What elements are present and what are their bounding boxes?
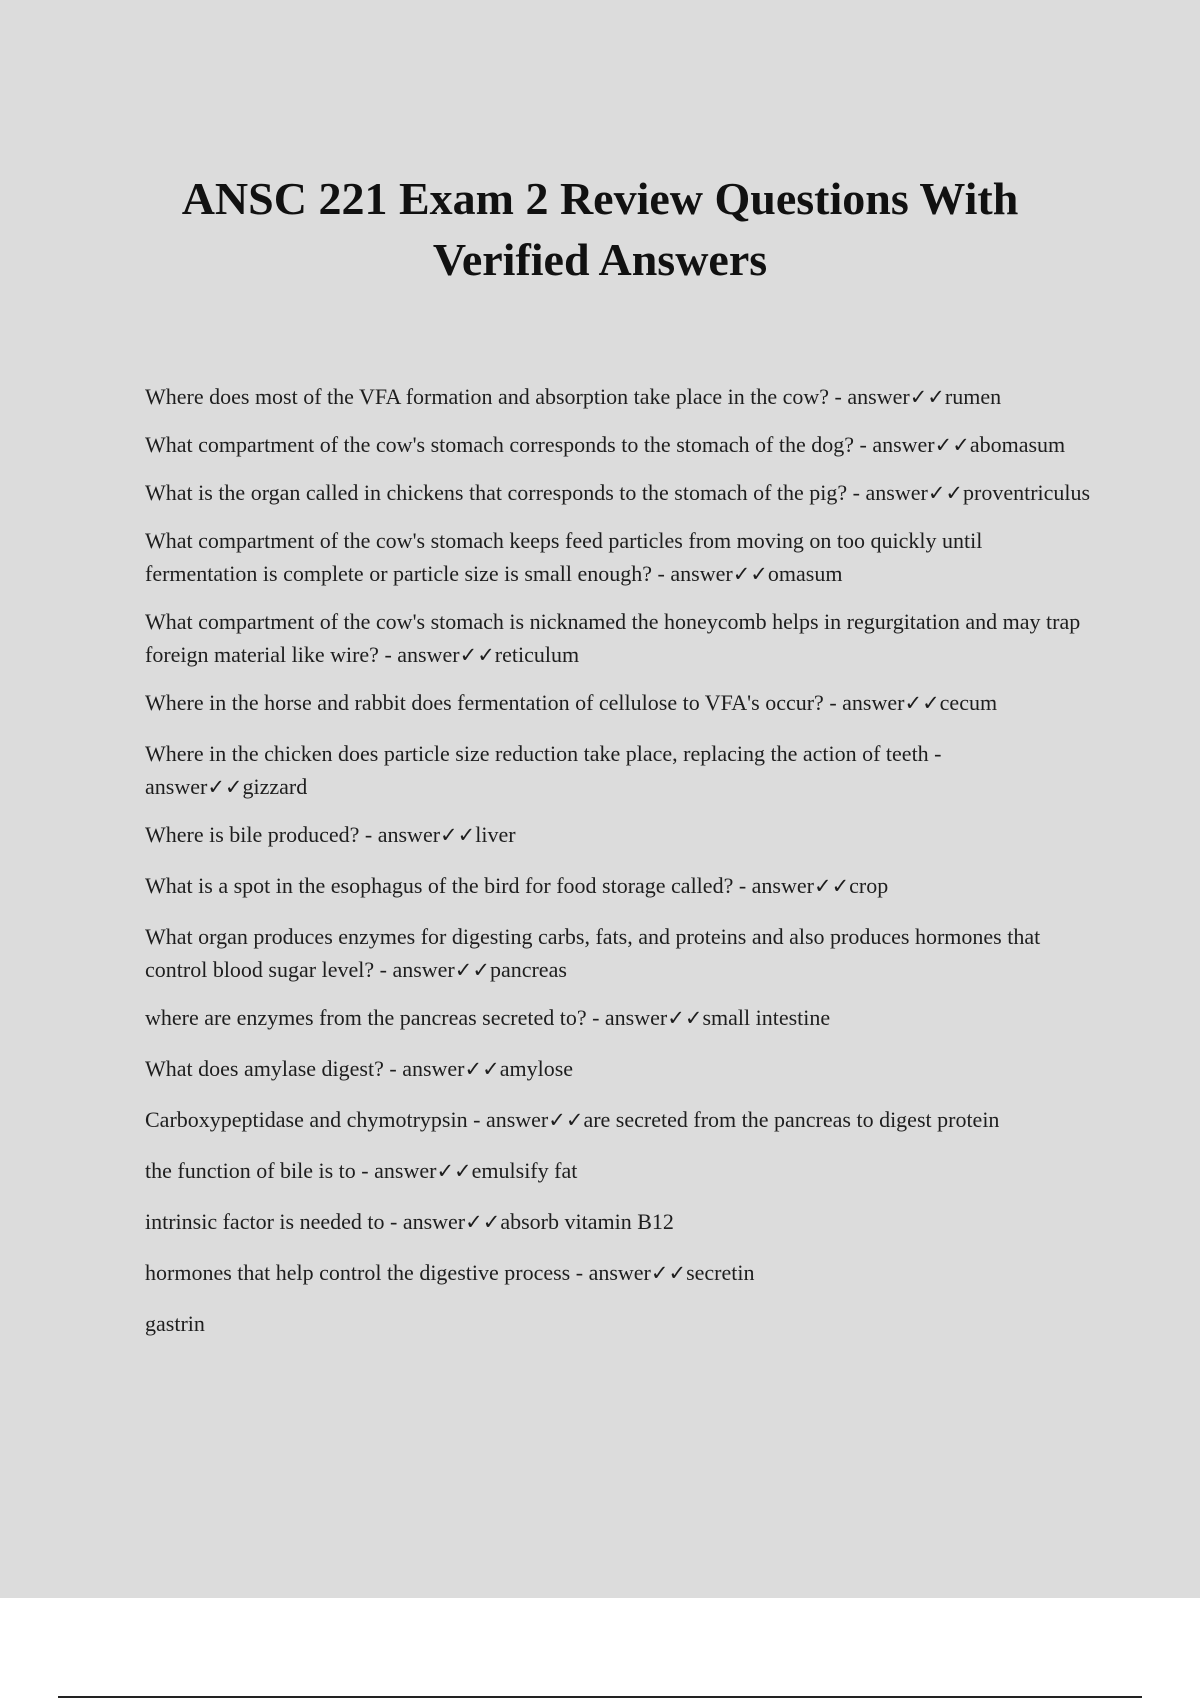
- check-icon: ✓✓: [813, 874, 850, 898]
- answer-prefix: answer: [402, 1056, 465, 1081]
- qa-item: [145, 737, 1095, 804]
- question-text: Carboxypeptidase and chymotrypsin -: [145, 1107, 486, 1132]
- question-text: where are enzymes from the pancreas secreted to? -: [145, 1005, 605, 1030]
- check-icon: ✓✓: [732, 562, 768, 586]
- question-text: Where does most of the VFA formation and absorption take place in the cow? -: [145, 384, 848, 409]
- check-icon: ✓✓: [207, 775, 243, 799]
- check-icon: ✓✓: [440, 823, 476, 847]
- check-icon: ✓✓: [436, 1159, 472, 1183]
- answer-text: emulsify fat: [471, 1158, 578, 1183]
- check-icon: ✓✓: [548, 1108, 584, 1132]
- answer-text: crop: [849, 873, 889, 898]
- question-text: What organ produces enzymes for digesting carbs, fats, and proteins and also produces hormones that control blood sugar level? -: [145, 924, 1041, 982]
- qa-item: [145, 428, 1095, 462]
- answer-text: proventriculus: [963, 480, 1091, 505]
- footer-divider: [58, 1696, 1142, 1698]
- answer-text: pancreas: [489, 957, 567, 982]
- answer-prefix: answer: [397, 642, 460, 667]
- qa-item: [145, 1205, 1095, 1239]
- answer-text: secretin: [686, 1260, 755, 1285]
- answer-text: reticulum: [494, 642, 580, 667]
- answer-prefix: answer: [485, 1107, 549, 1132]
- answer-text: liver: [475, 822, 516, 847]
- qa-item: [145, 380, 1095, 414]
- answer-prefix: answer: [145, 774, 208, 799]
- answer-prefix: answer: [392, 957, 455, 982]
- qa-item: [145, 1103, 1095, 1137]
- answer-prefix: answer: [872, 432, 935, 457]
- question-text: What compartment of the cow's stomach corresponds to the stomach of the dog? -: [145, 432, 873, 457]
- answer-text: omasum: [767, 561, 843, 586]
- question-text: Where in the horse and rabbit does fermentation of cellulose to VFA's occur? -: [145, 690, 843, 715]
- check-icon: ✓✓: [454, 958, 490, 982]
- check-icon: ✓✓: [650, 1261, 687, 1285]
- question-text: Where in the chicken does particle size reduction take place, replacing the action of teeth -: [145, 741, 942, 766]
- qa-item: [145, 476, 1095, 510]
- question-text: Where is bile produced? -: [145, 822, 378, 847]
- check-icon: ✓✓: [904, 691, 940, 715]
- answer-text: cecum: [939, 690, 998, 715]
- answer-prefix: answer: [751, 873, 814, 898]
- qa-list: [145, 380, 1095, 1354]
- qa-item: [145, 1001, 1095, 1035]
- check-icon: ✓✓: [667, 1006, 703, 1030]
- answer-prefix: answer: [842, 690, 905, 715]
- answer-text: small intestine: [702, 1005, 831, 1030]
- qa-item: [145, 524, 1095, 591]
- answer-prefix: answer: [588, 1260, 651, 1285]
- answer-prefix: answer: [604, 1005, 668, 1030]
- document-title: ANSC 221 Exam 2 Review Questions With Verified Answers: [181, 173, 1019, 285]
- check-icon: ✓✓: [927, 481, 964, 505]
- answer-text: gizzard: [242, 774, 308, 799]
- answer-text: absorb vitamin B12: [500, 1209, 674, 1234]
- continuation-text: gastrin: [145, 1311, 205, 1336]
- question-text: intrinsic factor is needed to -: [145, 1209, 403, 1234]
- qa-item: [145, 1154, 1095, 1188]
- check-icon: ✓✓: [465, 1210, 501, 1234]
- question-text: What is the organ called in chickens that corresponds to the stomach of the pig? -: [145, 480, 866, 505]
- answer-text: abomasum: [969, 432, 1066, 457]
- qa-item: [145, 605, 1095, 672]
- question-text: What compartment of the cow's stomach is nicknamed the honeycomb helps in regurgitation and may trap foreign material like wire? -: [145, 609, 1081, 667]
- question-text: hormones that help control the digestive process -: [145, 1260, 589, 1285]
- answer-prefix: answer: [377, 822, 441, 847]
- qa-continuation: [145, 1307, 1095, 1340]
- qa-item: [145, 1256, 1095, 1290]
- qa-item: [145, 869, 1095, 903]
- answer-text: are secreted from the pancreas to digest protein: [583, 1107, 1000, 1132]
- check-icon: ✓✓: [459, 643, 495, 667]
- check-icon: ✓✓: [464, 1057, 500, 1081]
- question-text: the function of bile is to -: [145, 1158, 375, 1183]
- qa-item: [145, 686, 1095, 720]
- answer-prefix: answer: [847, 384, 910, 409]
- question-text: What does amylase digest? -: [145, 1056, 403, 1081]
- answer-text: amylose: [499, 1056, 574, 1081]
- qa-item: [145, 1052, 1095, 1086]
- answer-prefix: answer: [402, 1209, 466, 1234]
- qa-item: [145, 920, 1095, 987]
- check-icon: ✓✓: [909, 385, 945, 409]
- answer-prefix: answer: [865, 480, 928, 505]
- answer-text: rumen: [944, 384, 1002, 409]
- question-text: What compartment of the cow's stomach keeps feed particles from moving on too quickly until fermentation is complete or particle size is small enough? -: [145, 528, 983, 586]
- answer-prefix: answer: [670, 561, 733, 586]
- question-text: What is a spot in the esophagus of the bird for food storage called? -: [145, 873, 752, 898]
- qa-item: [145, 818, 1095, 852]
- check-icon: ✓✓: [934, 433, 970, 457]
- answer-prefix: answer: [374, 1158, 437, 1183]
